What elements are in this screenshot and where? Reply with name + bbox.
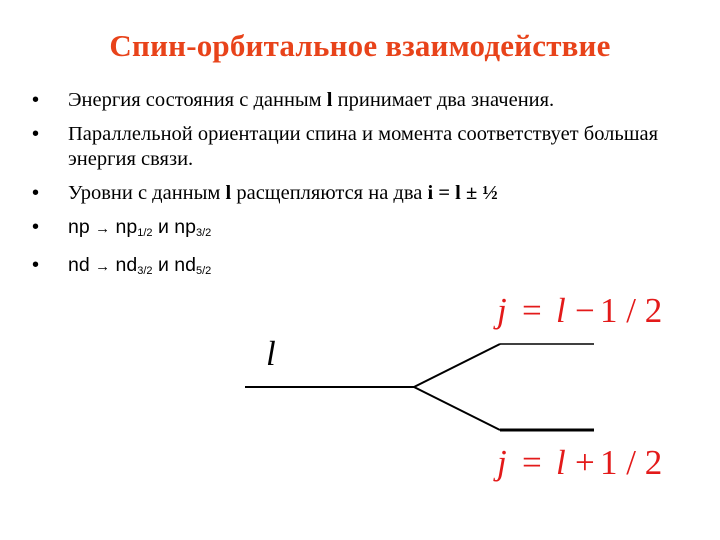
term-subscript: 5/2: [196, 265, 212, 277]
bullet-text: Параллельной ориентации спина и момента соответствует большая энергия связи.: [68, 123, 659, 170]
conjunction: и: [157, 254, 169, 276]
formula-j: j: [497, 443, 507, 482]
slide-title: Спин-орбитальное взаимодействие: [109, 28, 611, 63]
formula-equals: =: [522, 291, 542, 330]
bullet-bold-l: l: [225, 182, 232, 204]
bullet-dot: •: [32, 182, 40, 204]
bullet-text: принимает два значения.: [332, 89, 555, 111]
term-subscript: 3/2: [137, 265, 153, 277]
formula-value: 1 / 2: [600, 291, 663, 330]
bullet-text: Уровни с данным: [68, 182, 226, 204]
term-subscript: 1/2: [137, 227, 153, 239]
conjunction: и: [157, 216, 169, 238]
term-nd: nd: [68, 254, 90, 276]
bullet-dot: •: [32, 254, 40, 276]
term-nd: nd: [115, 254, 138, 276]
formula-l: l: [556, 443, 566, 482]
term-np: np: [68, 216, 90, 238]
arrow-icon: →: [95, 220, 111, 237]
formula-value: 1 / 2: [600, 443, 663, 482]
bullet-dot: •: [32, 123, 40, 145]
bullet-bold-l: l: [326, 89, 333, 111]
formula-lower: [493, 443, 662, 482]
bullet-dot: •: [32, 89, 40, 111]
formula-upper: [493, 291, 662, 330]
formula-j: j: [497, 291, 507, 330]
arrow-icon: →: [95, 258, 111, 275]
term-np: np: [115, 216, 138, 238]
branch-line-lower: [414, 387, 500, 430]
formula-l: l: [556, 291, 566, 330]
bullet-text: Энергия состояния с данным: [68, 89, 327, 111]
formula-equals: =: [522, 443, 542, 482]
bullet-bold-formula: i = l ± ½: [427, 182, 498, 204]
bullet-dot: •: [32, 216, 40, 238]
formula-operator: −: [575, 291, 595, 330]
branch-line-upper: [414, 344, 500, 387]
term-subscript: 3/2: [196, 227, 212, 239]
term-np: np: [174, 216, 196, 238]
bullet-text: расщепляются на два: [231, 182, 428, 204]
term-nd: nd: [174, 254, 196, 276]
level-label-l: l: [266, 334, 276, 373]
formula-operator: +: [575, 443, 595, 482]
